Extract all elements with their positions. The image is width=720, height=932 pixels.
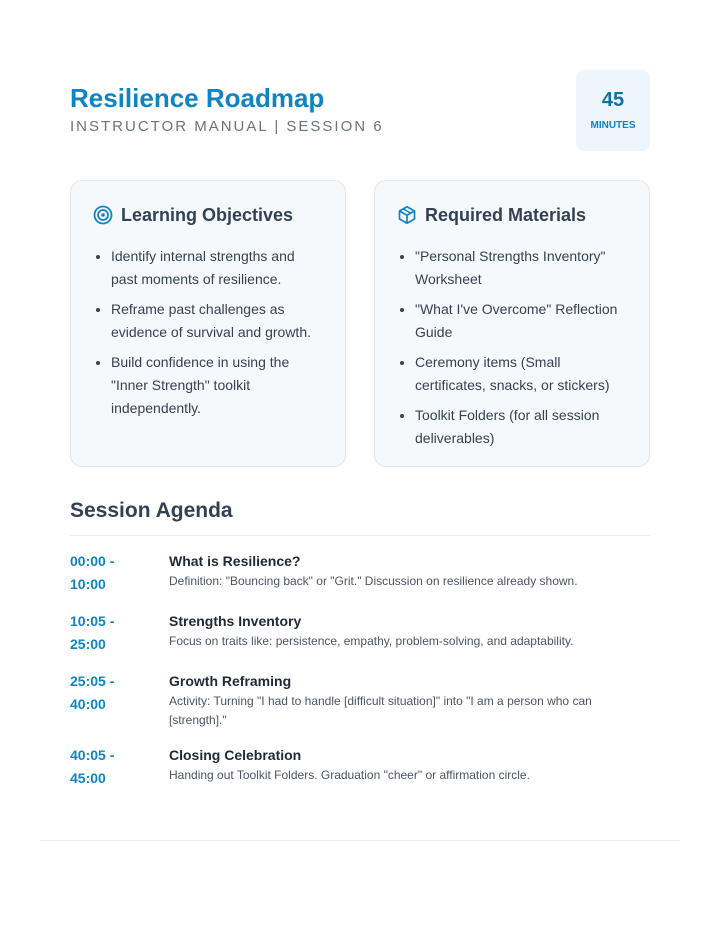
duration-badge [576, 70, 650, 151]
agenda-time-end: 10:00 [70, 576, 106, 592]
objectives-list [93, 245, 323, 420]
agenda-divider [70, 535, 650, 536]
duration-value: 45 [601, 89, 625, 111]
objective-item: • Identify internal strengths and past moments of resilience. [111, 245, 323, 291]
package-icon [397, 205, 417, 225]
info-cards [70, 180, 650, 468]
agenda-time-end: 25:00 [70, 636, 106, 652]
target-icon [93, 205, 113, 225]
agenda-time-start: 10:05 - [70, 613, 115, 629]
agenda-item-title: What is Resilience? [169, 553, 301, 569]
agenda-time [70, 744, 169, 790]
agenda-time-start: 25:05 - [70, 673, 115, 689]
page-subtitle: INSTRUCTOR MANUAL | SESSION 6 [70, 118, 384, 135]
required-materials-title: Required Materials [425, 204, 587, 225]
duration-unit: MINUTES [590, 120, 636, 131]
agenda-list [70, 550, 650, 790]
agenda-body [169, 670, 650, 730]
agenda-body [169, 744, 650, 790]
agenda-time-end: 45:00 [70, 770, 106, 786]
agenda-item-description: Definition: "Bouncing back" or "Grit." Discussion on resilience already shown. [169, 574, 578, 588]
agenda-item [70, 550, 650, 596]
objective-item: • Reframe past challenges as evidence of survival and growth. [111, 298, 323, 344]
agenda-item [70, 610, 650, 656]
objective-item: • Build confidence in using the "Inner Strength" toolkit independently. [111, 351, 323, 420]
agenda-time [70, 610, 169, 656]
agenda-body [169, 550, 650, 596]
learning-objectives-title: Learning Objectives [121, 204, 294, 225]
agenda-item [70, 744, 650, 790]
agenda-time-end: 40:00 [70, 696, 106, 712]
agenda-time [70, 670, 169, 730]
learning-objectives-header [93, 203, 323, 227]
agenda-item [70, 670, 650, 730]
agenda-item-title: Closing Celebration [169, 747, 302, 763]
required-materials-header [397, 203, 627, 227]
materials-list [397, 245, 627, 450]
agenda-time [70, 550, 169, 596]
page-title: Resilience Roadmap [70, 83, 325, 113]
page-header [70, 70, 650, 152]
required-materials-card [374, 180, 650, 467]
material-item: • Toolkit Folders (for all session deliverables) [415, 404, 627, 450]
agenda-item-description: Activity: Turning "I had to handle [difficult situation]" into "I am a person who can [strength]." [169, 694, 592, 727]
agenda-body [169, 610, 650, 656]
material-item: • Ceremony items (Small certificates, snacks, or stickers) [415, 351, 627, 397]
agenda-item-description: Handing out Toolkit Folders. Graduation "cheer" or affirmation circle. [169, 768, 530, 782]
material-item: • "Personal Strengths Inventory" Worksheet [415, 245, 627, 291]
session-agenda-title: Session Agenda [70, 499, 233, 522]
agenda-time-start: 00:00 - [70, 553, 115, 569]
agenda-item-title: Strengths Inventory [169, 613, 302, 629]
learning-objectives-card [70, 180, 346, 467]
material-item: • "What I've Overcome" Reflection Guide [415, 298, 627, 344]
agenda-item-description: Focus on traits like: persistence, empathy, problem-solving, and adaptability. [169, 634, 574, 648]
agenda-item-title: Growth Reframing [169, 673, 292, 689]
footer-divider [40, 840, 680, 841]
agenda-time-start: 40:05 - [70, 747, 115, 763]
